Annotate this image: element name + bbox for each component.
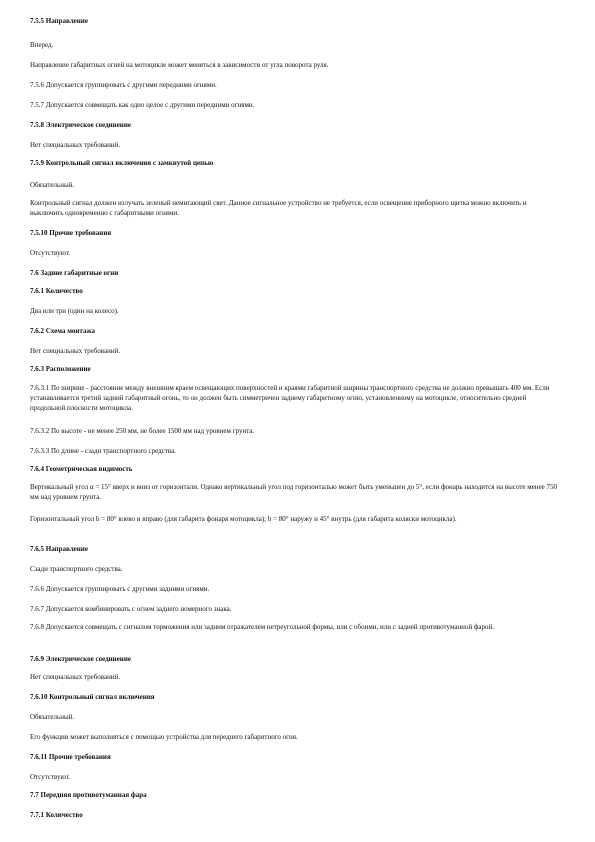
heading-7-6-5: 7.6.5 Направление bbox=[30, 545, 88, 553]
heading-7-6: 7.6 Задние габаритные огни bbox=[30, 269, 119, 277]
heading-7-6-10: 7.6.10 Контрольный сигнал включения bbox=[30, 693, 155, 701]
heading-7-5-9: 7.5.9 Контрольный сигнал включения с замкнутой цепью bbox=[30, 159, 214, 167]
heading-7-6-4: 7.6.4 Геометрическая видимость bbox=[30, 465, 133, 473]
paragraph: Нет специальных требований. bbox=[30, 673, 121, 681]
heading-7-5-10: 7.5.10 Прочие требования bbox=[30, 229, 112, 237]
paragraph: 7.6.3.2 По высоте - не менее 250 мм, не более 1500 мм над уровнем грунта. bbox=[30, 427, 255, 435]
paragraph: Направление габаритных огней на мотоцикле может меняться в зависимости от угла поворота руля. bbox=[30, 61, 329, 69]
paragraph: Обязательный. bbox=[30, 713, 75, 721]
heading-7-6-3: 7.6.3 Расположение bbox=[30, 365, 91, 373]
paragraph: Отсутствуют. bbox=[30, 249, 71, 257]
paragraph: Нет специальных требований. bbox=[30, 347, 121, 355]
heading-7-5-5: 7.5.5 Направление bbox=[30, 17, 88, 25]
heading-7-5-8: 7.5.8 Электрическое соединение bbox=[30, 121, 131, 129]
paragraph: 7.5.7 Допускается совмещать как одно целое с другими передними огнями. bbox=[30, 101, 255, 109]
paragraph: Два или три (один на колесо). bbox=[30, 307, 119, 315]
heading-7-6-11: 7.6.11 Прочие требования bbox=[30, 753, 111, 761]
paragraph: 7.6.7 Допускается комбинировать с огнем заднего номерного знака. bbox=[30, 605, 232, 613]
heading-7-6-9: 7.6.9 Электрическое соединение bbox=[30, 655, 131, 663]
paragraph: Сзади транспортного средства. bbox=[30, 565, 123, 573]
heading-7-7: 7.7 Передняя противотуманная фара bbox=[30, 791, 147, 799]
paragraph: Нет специальных требований. bbox=[30, 141, 121, 149]
heading-7-6-1: 7.6.1 Количество bbox=[30, 287, 83, 295]
heading-7-7-1: 7.7.1 Количество bbox=[30, 811, 83, 819]
paragraph: Контрольный сигнал должен излучать зеленый немигающий свет. Данное сигнальное устройство не требуется, если освещение приборного щитка можно включить и выключить одновременно с габаритными огнями. bbox=[30, 199, 527, 217]
paragraph: 7.6.3.1 По ширине - расстояние между внешним краем освещающих поверхностей и краями габаритной ширины транспортного средства не должно превышать 400 мм. Если устанавливается третий задний габаритный огонь, то он должен быть симметричен заднему габаритному огню, установленному на мотоцикле, относительно средней продольной плоскости мотоцикла. bbox=[30, 384, 550, 412]
paragraph: Его функции может выполняться с помощью устройства для переднего габаритного огня. bbox=[30, 733, 298, 741]
paragraph: 7.6.8 Допускается совмещать с сигналом торможения или задним отражателем нетреугольной формы, или с обоими, или с задней противотуманной фарой. bbox=[30, 623, 495, 631]
paragraph: 7.5.6 Допускается группировать с другими передними огнями. bbox=[30, 81, 217, 89]
paragraph: 7.6.6 Допускается группировать с другими задними огнями. bbox=[30, 585, 210, 593]
paragraph: Обязательный. bbox=[30, 181, 75, 189]
heading-7-6-2: 7.6.2 Схема монтажа bbox=[30, 327, 96, 335]
paragraph: Отсутствуют. bbox=[30, 773, 71, 781]
paragraph: Вертикальный угол α = 15° вверх и вниз от горизонтали. Однако вертикальный угол под горизонталью может быть уменьшен до 5°, если фонарь находится на высоте менее 750 мм над уровнем грунта. bbox=[30, 483, 558, 501]
paragraph: Вперед. bbox=[30, 41, 54, 49]
paragraph: 7.6.3.3 По длине - сзади транспортного средства. bbox=[30, 447, 176, 455]
paragraph: Горизонтальный угол b = 80° влево и вправо (для габарита фонаря мотоцикла); b = 80° наружу и 45° внутрь (для габарита коляски мотоцикла). bbox=[30, 515, 457, 523]
